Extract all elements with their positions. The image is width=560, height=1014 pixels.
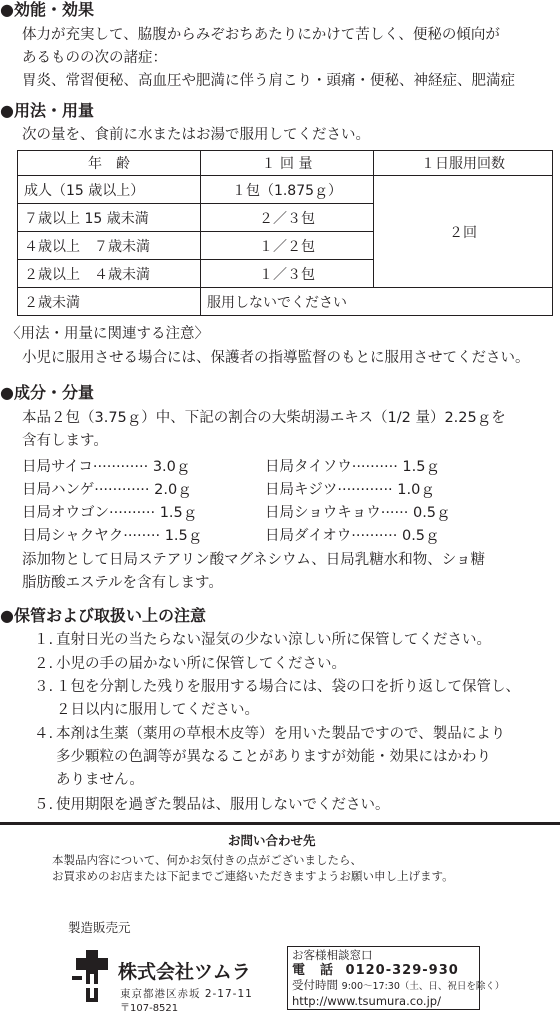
header-times: １日服用回数	[374, 151, 553, 176]
maker-label: 製造販売元	[68, 920, 131, 935]
tel-number: 0120-329-930	[345, 963, 459, 978]
storage-heading: ●保管および取扱い上の注意	[0, 606, 206, 625]
contact-url[interactable]: http://www.tsumura.co.jp/	[292, 994, 441, 1008]
ingredient-item: 日局ハンゲ············ 2.0ｇ	[22, 482, 192, 498]
ingredient-item: 日局キジツ············ 1.0ｇ	[265, 482, 435, 498]
table-row	[18, 288, 553, 316]
age-cell: ２歳以上 ４歳未満	[18, 260, 201, 288]
storage-num: １.	[34, 632, 54, 648]
efficacy-line: 体力が充実して、脇腹からみぞおちあたりにかけて苦しく、便秘の傾向が	[22, 27, 500, 43]
additive-line: 添加物として日局ステアリン酸マグネシウム、日局乳糖水和物、ショ糖	[22, 552, 485, 568]
dosage-intro: 次の量を、食前に水またはお湯で服用してください。	[22, 127, 370, 143]
ingredient-item: 日局シャクヤク········ 1.5ｇ	[22, 528, 203, 544]
ingredient-item: 日局オウゴン·········· 1.5ｇ	[22, 505, 198, 521]
dosage-note-heading: 〈用法・用量に関連する注意〉	[6, 326, 209, 342]
amount-cell: １／３包	[201, 260, 374, 288]
storage-num: ３.	[34, 679, 54, 695]
times-cell: ２回	[374, 176, 553, 288]
ingredient-item: 日局ダイオウ·········· 0.5ｇ	[265, 528, 440, 544]
ingredients-intro: 本品２包（3.75ｇ）中、下記の割合の大柴胡湯エキス（1/2 量）2.25ｇを	[22, 410, 506, 426]
hours-value: 9:00～17:30（土、日、祝日を除く）	[341, 981, 505, 992]
header-amount: １ 回 量	[201, 151, 374, 176]
age-cell: ７歳以上 15 歳未満	[18, 204, 201, 232]
efficacy-line: あるものの次の諸症：	[22, 50, 167, 66]
table-row	[18, 176, 553, 204]
dosage-heading: ●用法・用量	[0, 101, 94, 120]
inquiry-title: お問い合わせ先	[228, 833, 316, 848]
hours-label: 受付時間	[292, 978, 338, 992]
ingredient-item: 日局ショウキョウ······ 0.5ｇ	[265, 505, 451, 521]
inquiry-line: 本製品内容について、何かお気付きの点がございましたら、	[52, 853, 363, 867]
storage-text: 本剤は生薬（薬用の草根木皮等）を用いた製品ですので、製品により	[56, 726, 506, 742]
storage-text: ありません。	[56, 772, 144, 788]
contact-title: お客様相談窓口	[292, 948, 373, 962]
age-cell: ４歳以上 ７歳未満	[18, 232, 201, 260]
storage-text: 直射日光の当たらない湿気の少ない涼しい所に保管してください。	[56, 632, 491, 648]
amount-cell: １包（1.875ｇ）	[201, 176, 374, 204]
additive-line: 脂肪酸エステルを含有します。	[22, 575, 223, 591]
ingredient-item: 日局タイソウ·········· 1.5ｇ	[265, 459, 440, 475]
ingredient-item: 日局サイコ············ 3.0ｇ	[22, 459, 191, 475]
storage-text: 多少顆粒の色調等が異なることがありますが効能・効果にはかわり	[56, 749, 491, 765]
tsumura-logo-icon	[72, 950, 112, 1002]
under2-note-cell: 服用しないでください	[201, 288, 553, 316]
efficacy-line: 胃炎、常習便秘、高血圧や肥満に伴う肩こり・頭痛・便秘、神経症、肥満症	[22, 73, 515, 89]
storage-num: ５.	[34, 797, 54, 813]
storage-num: ２.	[34, 656, 54, 672]
dosage-table	[17, 150, 553, 316]
efficacy-heading: ●効能・効果	[0, 0, 94, 19]
inquiry-line: お買求めのお店または下記までご連絡いただきますようお願い申し上げます。	[52, 869, 454, 883]
company-name: 株式会社ツムラ	[118, 961, 251, 983]
contact-hours-row	[292, 978, 505, 994]
tel-label: 電 話	[292, 963, 335, 978]
age-cell: 成人（15 歳以上）	[18, 176, 201, 204]
amount-cell: ２／３包	[201, 204, 374, 232]
storage-num: ４.	[34, 726, 54, 742]
age-cell: ２歳未満	[18, 288, 201, 316]
company-zip: 〒107-8521	[120, 1003, 179, 1014]
contact-box	[287, 946, 505, 1010]
dosage-note: 小児に服用させる場合には、保護者の指導監督のもとに服用させてください。	[22, 350, 530, 366]
storage-text: 小児の手の届かない所に保管してください。	[56, 656, 346, 672]
company-address: 東京都港区赤坂 2-17-11	[120, 988, 253, 1000]
storage-text: １包を分割した残りを服用する場合には、袋の口を折り返して保管し、	[56, 679, 520, 695]
ingredients-heading: ●成分・分量	[0, 383, 94, 402]
section-divider	[0, 822, 560, 825]
contact-tel-row	[292, 963, 475, 978]
amount-cell: １／２包	[201, 232, 374, 260]
storage-text: ２日以内に服用してください。	[56, 702, 259, 718]
ingredients-intro: 含有します。	[22, 433, 108, 449]
header-age: 年 齢	[18, 151, 201, 176]
storage-text: 使用期限を過ぎた製品は、服用しないでください。	[56, 797, 390, 813]
table-header-row	[18, 151, 553, 176]
